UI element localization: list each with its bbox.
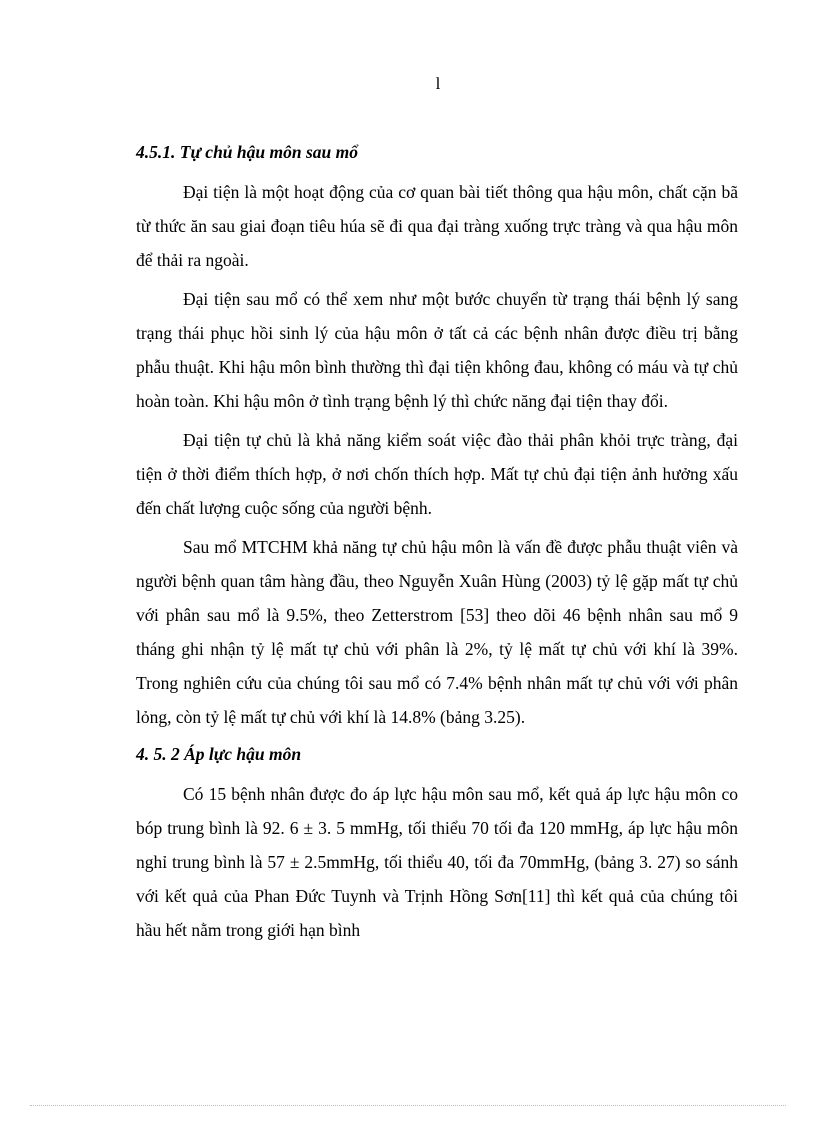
paragraph: Đại tiện là một hoạt động của cơ quan bài tiết thông qua hậu môn, chất cặn bã từ thức ăn sau giai đoạn tiêu húa sẽ đi qua đại tràng xuống trực tràng và qua hậu môn để thải ra ngoài. — [136, 182, 738, 270]
paragraph: Sau mổ MTCHM khả năng tự chủ hậu môn là vấn đề được phẫu thuật viên và người bệnh quan tâm hàng đầu, theo Nguyễn Xuân Hùng (2003) tỷ lệ gặp mất tự chủ với phân sau mổ là 9.5%, theo Zetterstrom [53] theo dõi 46 bệnh nhân sau mổ 9 tháng ghi nhận tỷ lệ mất tự chủ với phân là 2%, tỷ lệ mất tự chủ với khí là 39%. Trong nghiên cứu của chúng tôi sau mổ có 7.4% bệnh nhân mất tự chủ với với phân lỏng, còn tỷ lệ mất tự chủ với khí là 14.8% (bảng 3.25). — [136, 537, 738, 727]
page-number: l — [435, 74, 441, 93]
page-bottom-divider — [30, 1105, 786, 1106]
section-heading-4-5-1: 4.5.1. Tự chủ hậu môn sau mổ — [136, 142, 358, 162]
paragraph: Đại tiện tự chủ là khả năng kiểm soát việc đào thải phân khỏi trực tràng, đại tiện ở thời điểm thích hợp, ở nơi chốn thích hợp. Mất tự chủ đại tiện ảnh hưởng xấu đến chất lượng cuộc sống của người bệnh. — [136, 430, 738, 518]
paragraph: Có 15 bệnh nhân được đo áp lực hậu môn sau mổ, kết quả áp lực hậu môn co bóp trung bình là 92. 6 ± 3. 5 mmHg, tối thiểu 70 tối đa 120 mmHg, áp lực hậu môn nghỉ trung bình là 57 ± 2.5mmHg, tối thiểu 40, tối đa 70mmHg, (bảng 3. 27) so sánh với kết quả của Phan Đức Tuynh và Trịnh Hồng Sơn[11] thì kết quả của chúng tôi hầu hết nằm trong giới hạn bình — [136, 784, 738, 940]
paragraph: Đại tiện sau mổ có thể xem như một bước chuyển từ trạng thái bệnh lý sang trạng thái phục hồi sinh lý của hậu môn ở tất cả các bệnh nhân được điều trị bằng phẫu thuật. Khi hậu môn bình thường thì đại tiện không đau, không có máu và tự chủ hoàn toàn. Khi hậu môn ở tình trạng bệnh lý thì chức năng đại tiện thay đổi. — [136, 289, 738, 411]
page-content — [136, 140, 738, 952]
section-heading-4-5-2: 4. 5. 2 Áp lực hậu môn — [136, 744, 302, 764]
